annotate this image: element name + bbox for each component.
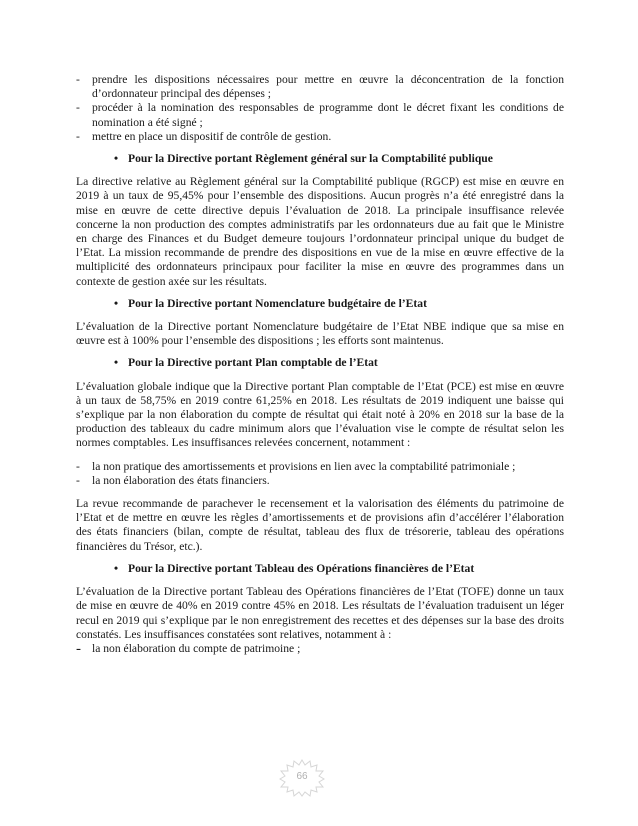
list-item-text: prendre les dispositions nécessaires pour mettre en œuvre la déconcentration de la fonction d’ordonnateur principal des dépenses ; (92, 73, 564, 101)
tofe-paragraph: L’évaluation de la Directive portant Tableau des Opérations financières de l’Etat (TOFE) donne un taux de mise en œuvre de 40% en 2019 contre 45% en 2018. Les résultats de l’évaluation traduisent un léger recul en 2019 qui s’explique par le non enregistrement des recettes et des dépenses sur la base des droits constatés. Les insuffisances constatées sont relatives, notamment à : (76, 585, 564, 641)
list-item (76, 474, 564, 488)
list-item-text: la non pratique des amortissements et provisions en lien avec la comptabilité patrimoniale ; (92, 459, 516, 473)
dash-bullet: - (76, 129, 80, 143)
section-heading-text: Pour la Directive portant Règlement général sur la Comptabilité publique (128, 152, 493, 166)
page-content (76, 73, 564, 656)
list-item (76, 101, 564, 129)
pce-paragraph: L’évaluation globale indique que la Directive portant Plan comptable de l’Etat (PCE) est mise en œuvre à un taux de 58,75% en 2019 contre 61,25% en 2018. Les résultats de 2019 indiquent une baisse qui s’explique par la non élaboration du compte de résultat qui était noté à 20% en 2018 sur la base de la production des tableaux du cadre minimum alors que l’évaluation vise le compte de résultat selon les normes comptables. Les insuffisances relevées concernent, notamment : (76, 379, 564, 450)
nbe-paragraph: L’évaluation de la Directive portant Nomenclature budgétaire de l’Etat NBE indique que sa mise en œuvre est à 100% pour l’ensemble des dispositions ; les efforts sont maintenus. (76, 320, 564, 348)
dash-bullet: - (76, 640, 81, 657)
section-heading-text: Pour la Directive portant Plan comptable de l’Etat (128, 356, 378, 370)
section-heading-tofe (76, 562, 564, 576)
section-heading-rgcp (76, 152, 564, 166)
round-bullet-icon: • (114, 356, 119, 370)
page-number: 66 (296, 771, 308, 782)
pce-recommendation: La revue recommande de parachever le recensement et la valorisation des éléments du patrimoine de l’Etat et de mettre en œuvre les règles d’amortissements et de provisions afin d’accélérer l’élaboration des états financiers (bilan, compte de résultat, tableau des flux de trésorerie, tableau des opérations financières du Trésor, etc.). (76, 497, 564, 553)
rgcp-paragraph: La directive relative au Règlement général sur la Comptabilité publique (RGCP) est mise en œuvre en 2019 à un taux de 95,45% pour l’ensemble des dispositions. Aucun progrès n’a été enregistré dans la mise en œuvre de cette directive depuis l’évaluation de 2018. La principale insuffisance relevée concerne la non production des comptes administratifs par les ordonnateurs due au fait que le Ministre en charge des Finances et du Budget demeure toujours l’ordonnateur principal unique du budget de l’Etat. La mission recommande de prendre des dispositions en vue de la mise en œuvre effective de la multiplicité des ordonnateurs principaux pour faciliter la mise en œuvre des programmes dans un contexte de gestion axée sur les résultats. (76, 175, 564, 288)
section-heading-text: Pour la Directive portant Nomenclature budgétaire de l’Etat (128, 296, 427, 310)
intro-list (76, 73, 564, 144)
section-heading-pce (76, 356, 564, 370)
list-item (76, 130, 564, 144)
dash-bullet: - (76, 473, 80, 487)
page-number-badge (279, 759, 325, 797)
section-heading-text: Pour la Directive portant Tableau des Opérations financières de l’Etat (128, 561, 475, 575)
dash-bullet: - (76, 459, 80, 473)
list-item-text: mettre en place un dispositif de contrôle de gestion. (92, 129, 332, 143)
list-item-text: la non élaboration du compte de patrimoine ; (92, 641, 301, 655)
list-item-text: la non élaboration des états financiers. (92, 473, 270, 487)
pce-list (76, 460, 564, 488)
round-bullet-icon: • (114, 561, 119, 575)
list-item (76, 642, 564, 656)
round-bullet-icon: • (114, 296, 119, 310)
tofe-list (76, 642, 564, 656)
list-item (76, 460, 564, 474)
round-bullet-icon: • (114, 152, 119, 166)
section-heading-nbe (76, 297, 564, 311)
list-item-text: procéder à la nomination des responsables de programme dont le décret fixant les conditions de nomination a été signé ; (92, 101, 564, 129)
dash-bullet: - (76, 73, 80, 86)
list-item (76, 73, 564, 101)
dash-bullet: - (76, 101, 80, 115)
